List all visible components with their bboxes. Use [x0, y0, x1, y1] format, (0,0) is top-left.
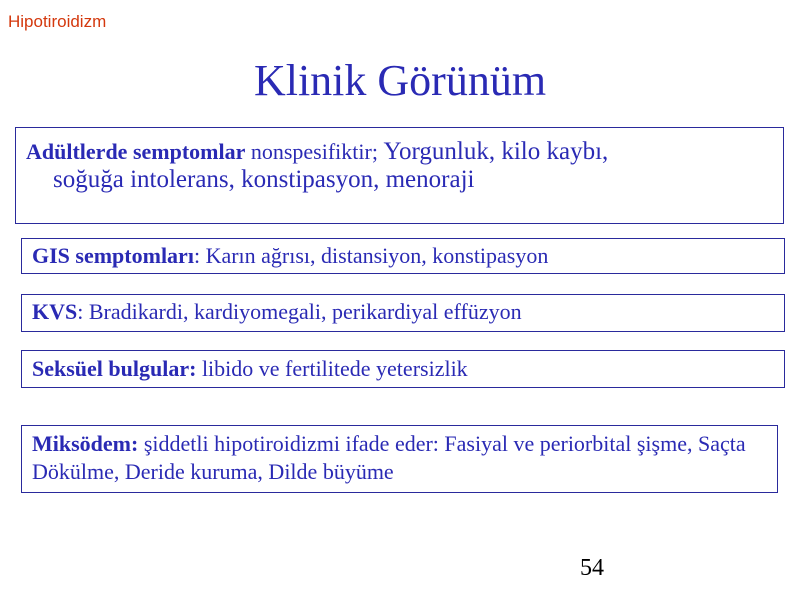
symptom-box-adults [15, 127, 784, 224]
box-label: GIS semptomları [32, 243, 194, 268]
box-label: Adültlerde semptomlar [26, 139, 246, 164]
symptom-box-gis [21, 238, 785, 274]
box-text: : Karın ağrısı, distansiyon, konstipasyon [193, 243, 549, 268]
box-label: Seksüel bulgular: [32, 356, 197, 381]
symptom-box-sexual [21, 350, 785, 388]
box-text: Yorgunluk, kilo kaybı, [383, 138, 609, 165]
symptom-box-kvs [21, 294, 785, 332]
box-text: : Bradikardi, kardiyomegali, perikardiyal effüzyon [77, 299, 522, 324]
box-text: şiddetli hipotiroidizmi ifade eder: Fasiyal ve periorbital şişme, Saçta Dökülme, Deride kuruma, Dilde büyüme [32, 431, 746, 484]
box-label: Miksödem: [32, 431, 139, 456]
symptom-box-myxedema [21, 425, 778, 493]
box-label: KVS [32, 299, 78, 324]
page-number: 54 [580, 555, 604, 581]
corner-title: Hipotiroidizm [8, 12, 107, 31]
slide-title: Klinik Görünüm [253, 56, 547, 105]
box-text-line2: soğuğa intolerans, konstipasyon, menoraji [53, 166, 475, 193]
box-intro: nonspesifiktir; [245, 139, 384, 164]
box-text: libido ve fertilitede yetersizlik [196, 356, 468, 381]
